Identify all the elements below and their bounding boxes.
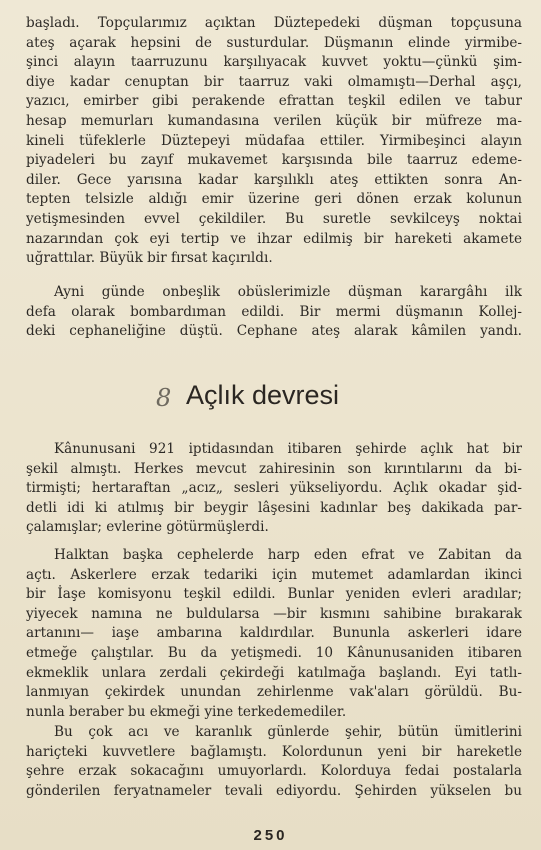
paragraph-4: [26, 546, 522, 722]
text-line: kineli tüfeklerle Düztepeyi müdafaa ettiler. Yirmibeşinci alayın: [26, 132, 522, 149]
text-line: şinci alayın taarruzunu karşılıyacak kuvvet yoktu—çünkü şim-: [26, 54, 522, 71]
text-line: tepten telsizle aldığı emir üzerine geri dönen erzak kolunun: [26, 191, 522, 208]
text-line: açtı. Askerlere erzak tedariki için mutemet adamlardan ikinci: [26, 566, 522, 583]
text-line: başladı. Topçularımız açıktan Düztepedeki düşman topçusuna: [26, 15, 522, 31]
page-number: 250: [253, 827, 288, 844]
paragraph-5: [26, 723, 522, 801]
text-line: defa olarak bombardıman edildi. Bir mermi düşmanın Kollej-: [26, 303, 522, 320]
text-line: bir İaşe komisyonu teşkil edildi. Bunlar yeniden evleri aradılar;: [26, 586, 522, 603]
text-line: artanını— iaşe ambarına kaldırdılar. Bununla askerleri idare: [26, 625, 522, 642]
text-line: çalamışlar; evlerine götürmüşlerdi.: [26, 519, 269, 536]
paragraph-3: [26, 440, 522, 538]
text-line: şehre erzak sokacağını umuyorlardı. Kolorduya fedai postalarla: [26, 763, 522, 780]
text-line: hariçteki kuvvetlere bağlamıştı. Kolordunun yeni bir hareketle: [26, 743, 522, 760]
paragraph-1: [26, 14, 522, 269]
text-line: lanmıyan çekirdek unundan zehirlenme vak'aları görüldü. Bu-: [26, 684, 522, 701]
section-title: Açlık devresi: [186, 380, 340, 410]
text-line: ekmeklik unlara zerdali çekirdeği katılmağa başlandı. Eyi tatlı-: [26, 664, 522, 681]
section-number: 8: [156, 384, 172, 412]
text-line: şekil almıştı. Herkes mevcut zahiresinin son kırıntılarını da bi-: [26, 460, 522, 477]
text-line: diler. Gece yarısına kadar karşılıklı ateş ettikten sonra An-: [26, 171, 522, 188]
text-line: Bu çok acı ve karanlık günlerde şehir, bütün ümitlerini: [54, 724, 522, 740]
text-line: yetişmesinden evvel çekildiler. Bu suretle sevkilceyş noktai: [26, 210, 522, 227]
text-line: detli idi ki atılmış bir beygir lâşesini kadınlar beş dakikada par-: [26, 499, 522, 516]
text-line: piyadeleri bu zayıf mukavemet karşısında bile taarruz edeme-: [26, 152, 522, 169]
text-line: yazıcı, emirber gibi perakende efrattan teşkil edilen ve tabur: [26, 93, 522, 110]
text-line: tirmişti; hertaraftan „acız„ sesleri yükseliyordu. Açlık okadar şid-: [26, 480, 522, 497]
text-line: nunla beraber bu ekmeği yine terkedemediler.: [26, 703, 347, 720]
text-line: diye kadar cenuptan bir taarruz vaki olmamıştı—Derhal aşçı,: [26, 73, 522, 90]
text-line: Kânunusani 921 iptidasından itibaren şehirde açlık hat bir: [54, 441, 522, 457]
text-line: hesap memurları kumandasına verilen küçük bir müfreze ma-: [26, 112, 522, 129]
text-line: yiyecek namına ne buldularsa —bir kısmını sahibine bırakarak: [26, 605, 522, 622]
text-line: uğrattılar. Büyük bir fırsat kaçırıldı.: [26, 250, 273, 267]
text-line: ateş açarak hepsini de susturdular. Düşmanın elinde yirmibe-: [26, 34, 522, 51]
text-line: Ayni günde onbeşlik obüslerimizle düşman karargâhı ilk: [54, 284, 522, 300]
text-line: nazarından çok eyi tertip ve ihzar edilmiş bir hareketi akamete: [26, 230, 522, 247]
text-line: gönderilen feryatnameler tevali ediyordu. Şehirden yükselen bu: [26, 782, 522, 799]
text-line: Halktan başka cephelerde harp eden efrat ve Zabitan da: [54, 547, 522, 563]
paragraph-2: [26, 283, 522, 342]
text-line: etmeğe çalıştılar. Bu da yetişmedi. 10 Kânunusaniden itibaren: [26, 644, 522, 661]
text-line: deki cephaneliğine düştü. Cephane ateş alarak kâmilen yandı.: [26, 323, 522, 340]
